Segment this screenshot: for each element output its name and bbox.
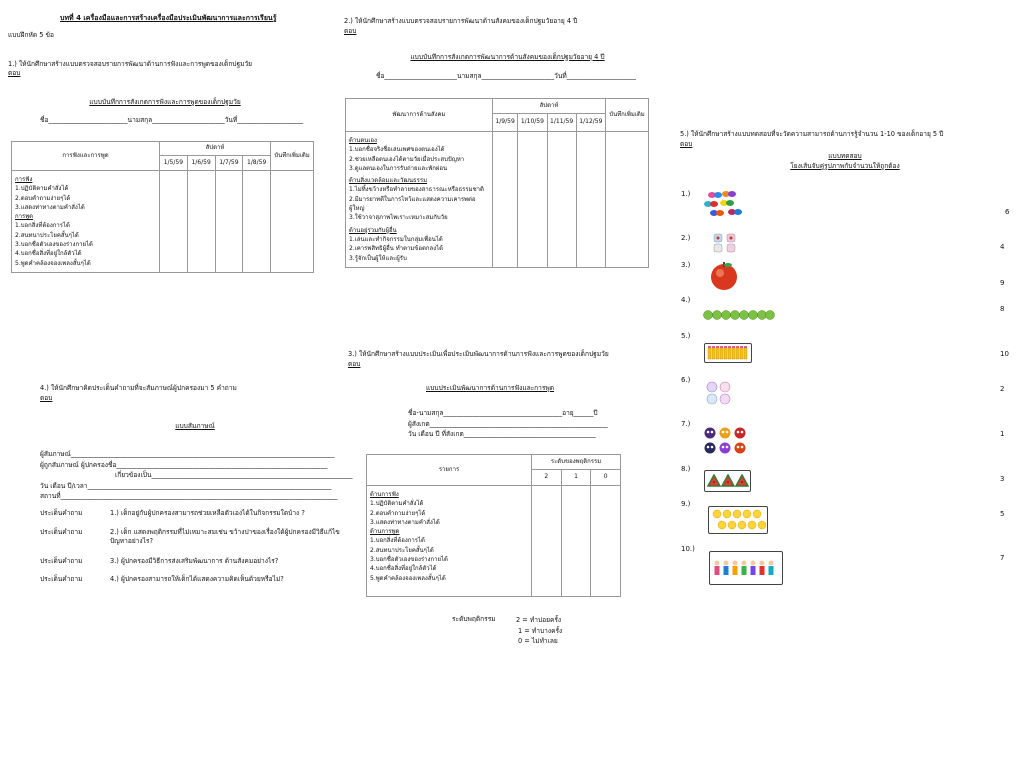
table3-cell[interactable] (591, 486, 621, 597)
table1-line: 1.บอกสิ่งที่ต้องการได้ (15, 222, 70, 230)
item-label: 4.) (681, 296, 691, 304)
table2-line: 1.ไม่ทิ้งขว้างหรือทำลายของสาธารณะหรือธรรมชาติ (349, 186, 484, 194)
form2-title: แบบบันทึกการสังเกตการพัฒนาการด้านสังคมของเด็กปฐมวัยอายุ 4 ปี (410, 53, 605, 61)
legend-item: 1 = ทำบางครั้ง (518, 626, 563, 635)
children-icon (713, 558, 779, 580)
table2-line: 1.บอกชื่อจริงชื่อเล่นเพศของตนเองได้ (349, 146, 445, 154)
table2-cell[interactable] (547, 132, 576, 268)
match-number[interactable]: 7 (1000, 554, 1005, 562)
question-3: 3.) ให้นักศึกษาสร้างแบบประเมินเพื่อประเมินพัฒนาการด้านการฟังและการพูดของเด็กปฐมวัย (348, 350, 609, 358)
behavior-legend (516, 615, 562, 647)
match-number[interactable]: 10 (1000, 350, 1009, 358)
table3-line: 3.บอกชื่อตัวเองของร่างกายได้ (370, 556, 448, 564)
q4-answer-label: ตอบ (40, 394, 53, 402)
table3-line: 5.พูดคำคล้องจองเพลงสั้นๆได้ (370, 574, 446, 582)
listening-speaking-assessment-table (366, 454, 621, 597)
match-number[interactable]: 2 (1000, 385, 1005, 393)
table3-line: ด้านการฟัง (370, 491, 399, 498)
question-label: ประเด็นคำถาม (40, 509, 83, 517)
item-label: 9.) (681, 500, 691, 508)
table3-cell[interactable] (532, 486, 562, 597)
table2-line: 3.ใช้วาจาสุภาพไพเราะเหมาะสมกับวัย (349, 214, 448, 222)
table3-level: 2 (532, 470, 562, 486)
table1-line: 2.ตอบคำถามง่ายๆได้ (15, 194, 71, 202)
table2-line: 2.เคารพสิทธิผู้อื่น ทำตามข้อตกลงได้ (349, 245, 444, 253)
item-label: 3.) (681, 261, 691, 269)
table2-cell[interactable] (606, 132, 649, 268)
date-time-field: วัน เดือน ปี/เวลา__________________________________________________________________________ (40, 481, 332, 490)
interview-fields (40, 449, 353, 502)
item-label: 2.) (681, 234, 691, 242)
table3-line: 1.บอกสิ่งที่ต้องการได้ (370, 537, 425, 545)
apple-icon (708, 260, 740, 292)
parent-name-field: ผู้ถูกสัมภาษณ์ ผู้ปกครองชื่อ________________________________________________________________ (40, 460, 328, 469)
interview-question: 4.) ผู้ปกครองสามารถให้เด็กได้แสดงความคิดเห็นด้วยหรือไม่? (110, 575, 284, 583)
table2-line: 2.ช่วยเหลือตนเองได้ตามวัยเมื่อประสบปัญหา (349, 155, 465, 163)
table2-items (346, 132, 493, 268)
question-5: 5.) ให้นักศึกษาสร้างแบบทดสอบที่จะวัดความสามารถด้านการรู้จำนวน 1-10 ของเด็กอายุ 5 ปี (680, 130, 944, 138)
table2-note-header: บันทึกเพิ่มเติม (606, 99, 649, 132)
table1-cell[interactable] (215, 171, 243, 273)
table2-line: 2.มีมารยาทดีในการไหว้และแสดงความเคารพต่อผู้ใหญ่ (349, 195, 476, 213)
table1-line: 3.บอกชื่อตัวเองของร่างกายได้ (15, 241, 93, 249)
table1-cell[interactable] (243, 171, 271, 273)
table2-line: ด้านสิ่งแวดล้อมและวัฒนธรรม (349, 177, 428, 185)
table3-line: ด้านการพูด (370, 528, 400, 536)
table1-cell[interactable] (160, 171, 188, 273)
balls-icon (705, 381, 733, 405)
match-number[interactable]: 4 (1000, 243, 1005, 251)
table2-date: 1/10/59 (518, 114, 547, 132)
question-2: 2.) ให้นักศึกษาสร้างแบบตรวจสอบรายการพัฒนาด้านสังคมของเด็กปฐมวัยอายุ 4 ปี (344, 17, 578, 25)
match-number[interactable]: 6 (1005, 208, 1010, 216)
table1-week-header: สัปดาห์ (160, 142, 271, 156)
table1-line: 5.พูดคำคล้องจองเพลงสั้นๆได้ (15, 259, 91, 267)
item-label: 1.) (681, 190, 691, 198)
student-name-field: ชื่อ-นามสกุล____________________________________อายุ______ปี (408, 409, 598, 417)
table2-date: 1/11/59 (547, 114, 576, 132)
table1-items (12, 171, 160, 273)
item-label: 5.) (681, 332, 691, 340)
table3-line: 2.ตอบคำถามง่ายๆได้ (370, 509, 426, 517)
table2-cell[interactable] (576, 132, 605, 268)
item-label: 8.) (681, 465, 691, 473)
question-4: 4.) ให้นักศึกษาคิดประเด็นคำถามที่จะสัมภาษณ์ผู้ปกครองมา 5 คำถาม (40, 384, 237, 392)
place-field: สถานที่____________________________________________________________________________________ (40, 492, 338, 501)
table1-cell[interactable] (187, 171, 215, 273)
question-label: ประเด็นคำถาม (40, 528, 83, 536)
social-development-checklist-table (345, 98, 649, 268)
interviewer-field: ผู้สัมภาษณ์________________________________________________________________________________ (40, 450, 335, 458)
legend-item: 0 = ไม่ทำเลย (518, 637, 558, 646)
observation-date-field: วัน เดือน ปี ที่สังเกต________________________________________ (408, 430, 596, 439)
q3-answer-label: ตอบ (348, 360, 361, 368)
table3-line: 2.สนทนาประโยคสั้นๆได้ (370, 546, 434, 554)
q5-answer-label: ตอบ (680, 140, 693, 148)
question-1: 1.) ให้นักศึกษาสร้างแบบตรวจสอบรายการพัฒนาด้านการฟังและการพูดของเด็กปฐมวัย (8, 60, 253, 68)
table2-line: 3.ดูแลตนเองในการรับถ่ายและพักผ่อน (349, 164, 448, 172)
table3-items (367, 486, 532, 597)
legend-title: ระดับพฤติกรรม (452, 615, 496, 623)
pencils-icon (706, 345, 750, 361)
interview-question: 3.) ผู้ปกครองมีวิธีการส่งเสริมพัฒนาการ ด้านสังคมอย่างไร? (110, 557, 279, 565)
form3-info (408, 408, 608, 440)
table1-item-header: การฟังและการพูด (12, 142, 160, 171)
table2-item-header: พัฒนาการด้านสังคม (346, 99, 493, 132)
question-label: ประเด็นคำถาม (40, 557, 83, 565)
item-label: 7.) (681, 420, 691, 428)
relation-field: เกี่ยวข้องเป็น_____________________________________________________________ (115, 471, 353, 480)
table1-line: 1.ปฏิบัติตามคำสั่งได้ (15, 185, 69, 193)
table2-line: 3.รู้จักเป็นผู้ให้และผู้รับ (349, 254, 407, 262)
match-number[interactable]: 8 (1000, 305, 1005, 313)
form2-info: ชื่อ______________________นามสกุล______________________วันที่_____________________ (376, 72, 636, 80)
table1-line: การฟัง (15, 176, 33, 183)
smileys-icon (712, 509, 766, 531)
test-instruction: โยงเส้นจับคู่รูปภาพกับจำนวนให้ถูกต้อง (790, 162, 900, 170)
interview-question: 2.) เด็ก แสดงพฤติกรรมที่ไม่เหมาะสมเช่น ขว้างปาของเรื่องใด้ผู้ปกครองมีวิธีแก้ไข ปัญหาอย่างไร? (110, 528, 340, 545)
form1-info: ชื่อ________________________นามสกุล______________________วันที่____________________ (40, 116, 304, 124)
exercise-count: แบบฝึกหัด 5 ข้อ (8, 31, 54, 39)
interview-question: 1.) เด็กอยู่กับผู้ปกครองสามารถช่วยเหลือตัวเองได้ในกิจกรรมใดบ้าง ? (110, 509, 305, 517)
table3-level-header: ระดับของพฤติกรรม (532, 455, 621, 470)
table1-date: 1/5/59 (160, 156, 188, 171)
match-number[interactable]: 1 (1000, 430, 1005, 438)
interview-title: แบบสัมภาษณ์ (175, 422, 215, 430)
table2-cell[interactable] (493, 132, 518, 268)
table2-date: 1/9/59 (493, 114, 518, 132)
test-title: แบบทดสอบ (828, 152, 862, 160)
table3-line: 1.ปฏิบัติตามคำสั่งได้ (370, 500, 424, 508)
table1-note-header: บันทึกเพิ่มเติม (271, 142, 314, 171)
item-label: 10.) (681, 545, 695, 553)
table1-cell[interactable] (271, 171, 314, 273)
watermelon-icon (707, 474, 749, 488)
table3-item-header: รายการ (367, 455, 532, 486)
table1-line: การพูด (15, 213, 34, 221)
butterflies-icon (702, 190, 744, 220)
observer-field: ผู้สังเกต______________________________________________________ (408, 419, 608, 428)
table3-level: 1 (561, 470, 591, 486)
bottles-icon (712, 232, 738, 254)
form3-title: แบบประเมินพัฒนาการด้านการฟังและการพูด (425, 384, 555, 392)
table1-date: 1/7/59 (215, 156, 243, 171)
match-number[interactable]: 9 (1000, 279, 1005, 287)
match-number[interactable]: 5 (1000, 510, 1005, 518)
table2-line: ด้านอยู่ร่วมกับผู้อื่น (349, 226, 397, 234)
q1-answer-label: ตอบ (8, 69, 21, 77)
table2-week-header: สัปดาห์ (493, 99, 606, 114)
question-label: ประเด็นคำถาม (40, 575, 83, 583)
table1-line: 2.สนทนาประโยคสั้นๆได้ (15, 231, 79, 239)
table2-line: ด้านตนเอง (349, 137, 377, 144)
monsters-icon (703, 425, 749, 457)
listening-speaking-checklist-table (11, 141, 314, 273)
table1-line: 4.บอกชื่อสิ่งที่อยู่ใกล้ตัวได้ (15, 250, 82, 258)
chapter-title: บทที่ 4 เครื่องมือและการสร้างเครื่องมือประเมินพัฒนาการและการเรียนรู้ (60, 14, 277, 22)
green-apples-icon (703, 306, 775, 322)
legend-item: 2 = ทำบ่อยครั้ง (516, 616, 562, 624)
table2-line: 1.เล่นและทำกิจกรรมในกลุ่มเพื่อนได้ (349, 235, 443, 243)
table3-level: 0 (591, 470, 621, 486)
table3-line: 3.แสดงท่าทางตามคำสั่งได้ (370, 518, 440, 526)
item-label: 6.) (681, 376, 691, 384)
table1-date: 1/6/59 (187, 156, 215, 171)
match-number[interactable]: 3 (1000, 475, 1005, 483)
table1-date: 1/8/59 (243, 156, 271, 171)
table2-date: 1/12/59 (576, 114, 605, 132)
table2-cell[interactable] (518, 132, 547, 268)
table1-line: 3.แสดงท่าทางตามคำสั่งได้ (15, 203, 85, 211)
table3-cell[interactable] (561, 486, 591, 597)
table3-line: 4.บอกชื่อสิ่งที่อยู่ใกล้ตัวได้ (370, 565, 437, 573)
form1-title: แบบบันทึกการสังเกตการฟังและการพูดของเด็กปฐมวัย (89, 98, 241, 106)
q2-answer-label: ตอบ (344, 27, 357, 35)
